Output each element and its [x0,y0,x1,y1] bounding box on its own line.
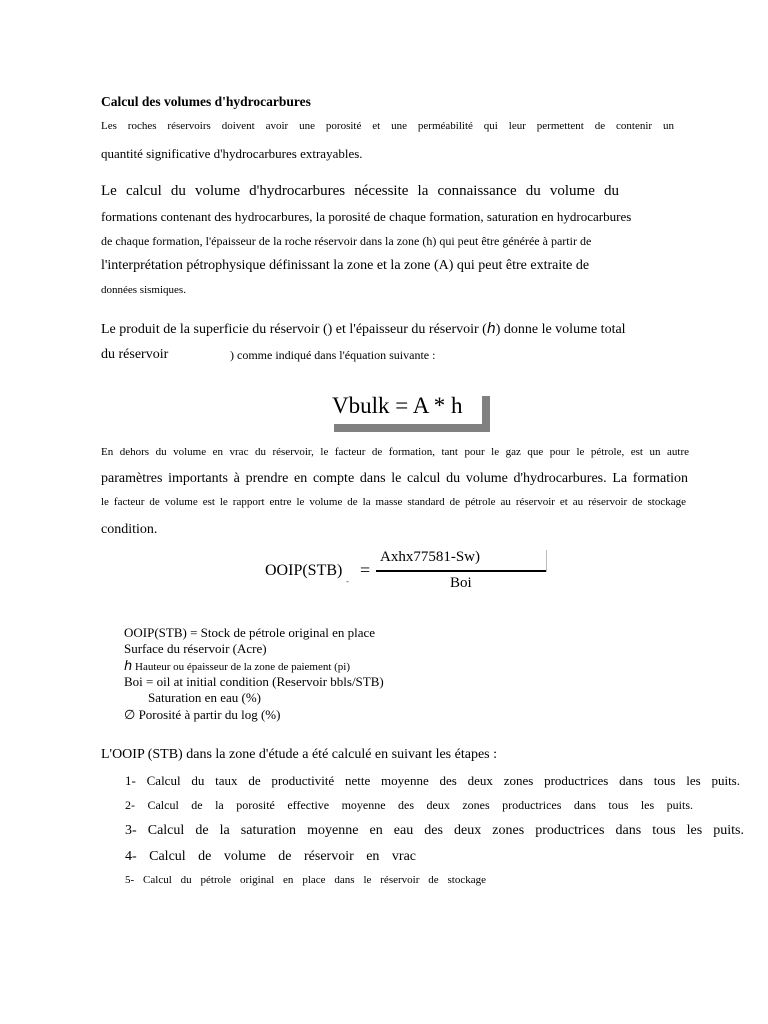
legend-item [124,674,384,690]
legend-text: Surface du réservoir (Acre) [124,641,267,656]
equation-text: Vbulk = A * h [326,388,482,424]
paragraph-line: Les roches réservoirs doivent avoir une porosité et une perméabilité qui leur permettent de contenir un [101,120,674,132]
variable-h: h [486,321,496,337]
steps-intro: L'OOIP (STB) dans la zone d'étude a été calculé en suivant les étapes : [101,747,497,762]
ooip-denominator: Boi [450,575,472,591]
list-item: 3- Calcul de la saturation moyenne en eau des deux zones productrices dans tous les puits. [125,823,744,838]
paragraph-line: du réservoir [101,347,169,362]
vbulk-equation [326,388,490,432]
variable-h: h [124,659,133,674]
page-title: Calcul des volumes d'hydrocarbures [101,94,311,109]
paragraph-line: quantité significative d'hydrocarbures extrayables. [101,146,363,161]
paragraph-line: condition. [101,522,158,537]
legend-item [124,707,280,723]
missing-glyph-icon: ∅ [124,708,136,723]
fraction-edge [546,550,547,572]
paragraph-line: Le calcul du volume d'hydrocarbures nécessite la connaissance du volume du [101,183,619,199]
paragraph-line: En dehors du volume en vrac du réservoir, le facteur de formation, tant pour le gaz que pour le pétrole, est un autre [101,446,689,458]
legend-text: Boi = oil at initial condition (Reservoir bbls/STB) [124,674,384,689]
legend-text: OOIP(STB) = Stock de pétrole original en place [124,625,376,640]
paragraph-line: le facteur de volume est le rapport entre le volume de la masse standard de pétrole au réservoir et au réservoir de stockage [101,496,686,508]
list-item: 5- Calcul du pétrole original en place dans le réservoir de stockage [125,874,486,886]
paragraph-line: l'interprétation pétrophysique définissant la zone et la zone (A) qui peut être extraite de [101,258,590,273]
text-run: ) et l'épaisseur du réservoir ( [327,322,487,337]
ooip-numerator: Axhx77581-Sw) [380,549,480,565]
ooip-lhs: OOIP(STB) [265,562,343,579]
legend-item [124,657,350,675]
paragraph-line: de chaque formation, l'épaisseur de la roche réservoir dans la zone (h) qui peut être générée à partir de [101,234,592,248]
text-run: ) donne le volume total [495,322,626,337]
legend-item [124,625,375,641]
paragraph-line [101,321,626,338]
fraction-bar [376,570,546,572]
list-item: 4- Calcul de volume de réservoir en vrac [125,849,416,864]
text-run: Le produit de la superficie du réservoir ( [101,322,328,337]
paragraph-line: données sismiques. [101,284,186,296]
legend-text: Porosité à partir du log (%) [135,707,281,722]
legend-item [124,690,261,706]
legend-item [124,641,267,657]
legend-text: Hauteur ou épaisseur de la zone de paiement (pi) [132,661,351,673]
ooip-tick: - [346,576,349,586]
paragraph-line: formations contenant des hydrocarbures, la porosité de chaque formation, saturation en hydrocarbures [101,209,632,224]
list-item: 1- Calcul du taux de productivité nette moyenne des deux zones productrices dans tous les puits. [125,773,740,788]
list-item: 2- Calcul de la porosité effective moyenne des deux zones productrices dans tous les puits. [125,798,693,812]
ooip-equals: = [360,560,371,580]
paragraph-line: ) comme indiqué dans l'équation suivante : [230,348,436,362]
paragraph-line: paramètres importants à prendre en compte dans le calcul du volume d'hydrocarbures. La formation [101,471,688,486]
legend-text: Saturation en eau (%) [148,690,261,705]
